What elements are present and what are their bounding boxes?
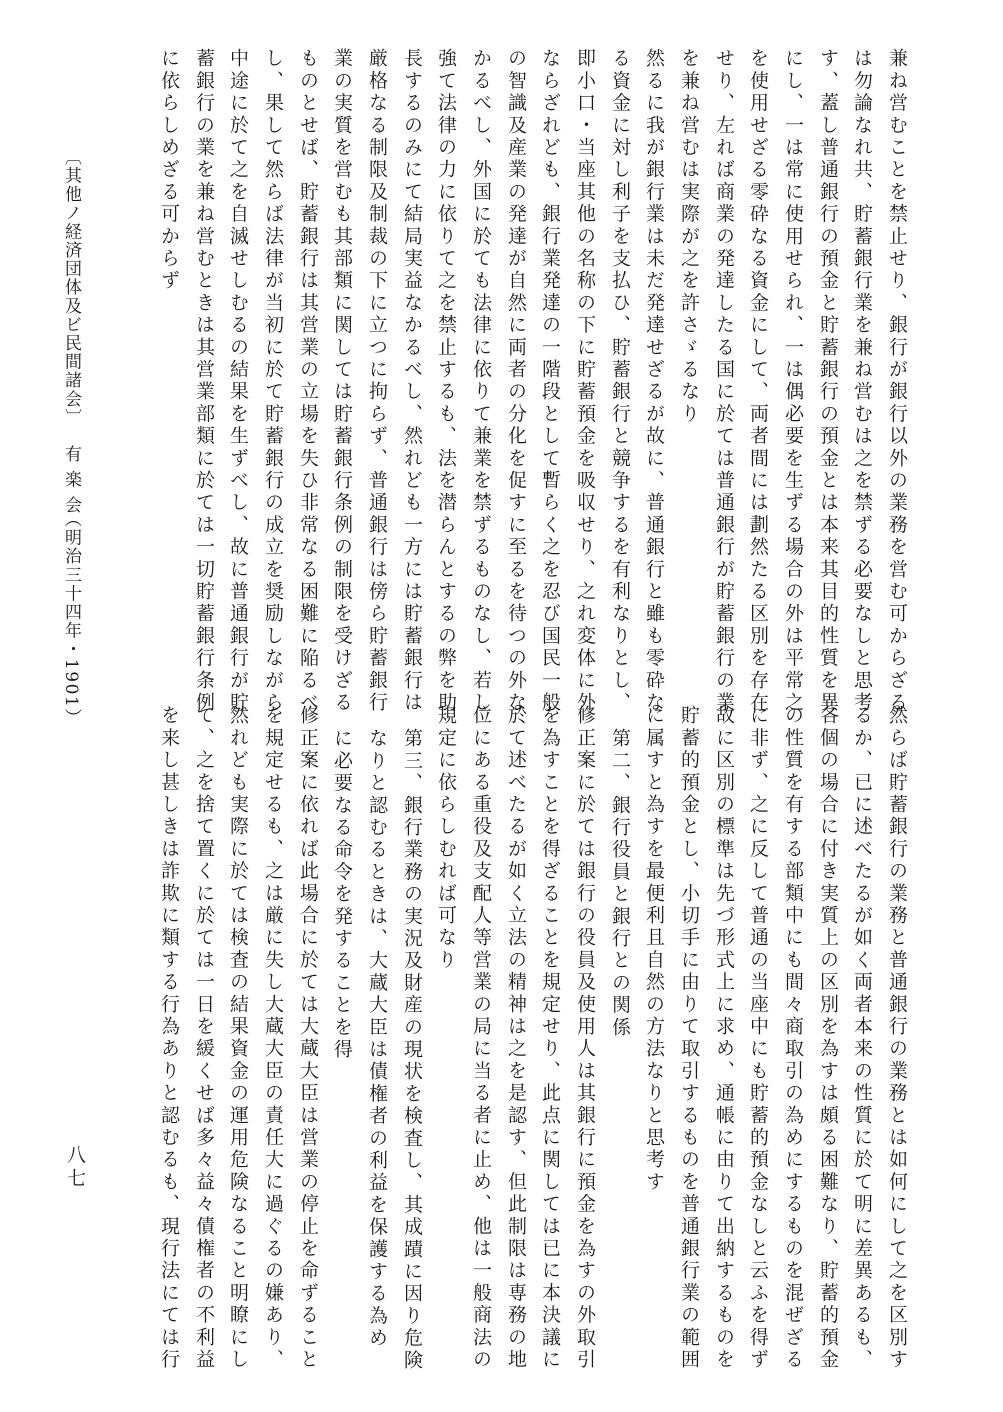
lower-line-10: 修正案に於ては銀行の役員及使用人は其銀行に預金を為すの外取引 bbox=[574, 705, 596, 1371]
lower-line-19: を規定せるも、之は厳に失し大蔵大臣の責任大に過ぐるの嫌あり、 bbox=[262, 705, 284, 1371]
upper-line-9: る資金に対し利子を支払ひ、貯蓄銀行と競争するを有利なりとし、 bbox=[609, 48, 631, 714]
lower-line-5: に非ず、之に反して普通の当座中にも貯蓄的預金なしと云ふを得ず bbox=[747, 705, 769, 1371]
lower-line-2: るか、已に述べたるが如く両者本来の性質に於て明に差異あるも、 bbox=[851, 705, 873, 1371]
upper-line-18: ものとせば、貯蓄銀行は其営業の立場を失ひ非常なる困難に陥るべ bbox=[297, 48, 319, 714]
upper-line-7: を兼ね営むは実際が之を許さゞるなり bbox=[678, 48, 700, 426]
lower-line-8: に属すと為すを最便利且自然の方法なりと思考す bbox=[643, 705, 665, 1194]
upper-line-21: 蓄銀行の業を兼ね営むときは其営業部類に於ては一切貯蓄銀行条例 bbox=[193, 48, 215, 714]
upper-line-20: 中途に於て之を自滅せしむるの結果を生ずべし、故に普通銀行が貯 bbox=[227, 48, 249, 714]
upper-line-3: す、蓋し普通銀行の預金と貯蓄銀行の預金とは本来其目的性質を異 bbox=[817, 48, 839, 714]
lower-line-6: 故に区別の標準は先づ形式上に求め、通帳に由りて出納するものを bbox=[713, 705, 735, 1371]
lower-line-4: の性質を有する部類中にも間々商取引の為めにするものを混ぜざる bbox=[782, 705, 804, 1371]
upper-line-17: 業の実質を営むも其部類に関しては貯蓄銀行条例の制限を受けざる bbox=[331, 48, 353, 714]
upper-line-6: せり、左れば商業の発達したる国に於ては普通銀行が貯蓄銀行の業 bbox=[713, 48, 735, 714]
upper-line-14: 強て法律の力に依りて之を禁止するも、法を潜らんとするの弊を助 bbox=[435, 48, 457, 714]
lower-line-22: を来し甚しきは詐欺に類する行為ありと認むるも、現行法にては行 bbox=[158, 705, 180, 1371]
lower-line-14: 規定に依らしむれば可なり bbox=[435, 705, 457, 972]
upper-line-11: ならざれども、銀行業発達の一階段として暫らく之を忍び国民一般 bbox=[539, 48, 561, 714]
lower-line-11: を為すことを得ざることを規定せり、此点に関しては已に本決議に bbox=[539, 705, 561, 1371]
lower-line-1: 然らば貯蓄銀行の業務と普通銀行の業務とは如何にして之を区別す bbox=[886, 705, 908, 1371]
upper-line-1: 兼ね営むことを禁止せり、銀行が銀行以外の業務を営む可からざる bbox=[886, 48, 908, 714]
upper-line-22: に依らしめざる可からず bbox=[158, 48, 180, 293]
lower-line-21: て、之を捨て置くに於ては一日を緩くせば多々益々債権者の不利益 bbox=[193, 705, 215, 1371]
upper-line-19: し、果して然らば法律が当初に於て貯蓄銀行の成立を奨励しながら bbox=[262, 48, 284, 714]
lower-line-7: 貯蓄的預金とし、小切手に由りて取引するものを普通銀行業の範囲 bbox=[678, 705, 700, 1371]
page-number: 八七 bbox=[64, 1145, 86, 1191]
lower-line-15-heading: 第三、銀行業務の実況及財産の現状を検査し、其成蹟に因り危険 bbox=[401, 728, 423, 1372]
section-society: 有 楽 会 bbox=[61, 445, 81, 515]
upper-line-12: の智識及産業の発達が自然に両者の分化を促すに至るを待つの外な bbox=[505, 48, 527, 714]
lower-line-18: 修正案に依れば此場合に於ては大蔵大臣は営業の停止を命ずること bbox=[297, 705, 319, 1371]
lower-line-13: 位にある重役及支配人等営業の局に当る者に止め、他は一般商法の bbox=[470, 705, 492, 1372]
upper-line-16: 厳格なる制限及制裁の下に立つに拘らず、普通銀行は傍ら貯蓄銀行 bbox=[366, 48, 388, 714]
section-date: （明治三十四年・1901） bbox=[61, 510, 81, 728]
upper-line-4: にし、一は常に使用せられ、一は偶必要を生ずる場合の外は平常之 bbox=[782, 48, 804, 714]
lower-line-12: 於て述べたるが如く立法の精神は之を是認す、但此制限は専務の地 bbox=[505, 705, 527, 1371]
lower-line-20: 然れども実際に於ては検査の結果資金の運用危険なること明瞭にし bbox=[227, 705, 249, 1371]
upper-line-2: は勿論なれ共、貯蓄銀行業を兼ね営むは之を禁ずる必要なしと思考 bbox=[851, 48, 873, 714]
lower-line-17: に必要なる命令を発することを得 bbox=[331, 728, 353, 1061]
upper-line-5: を使用せざる零砕なる資金にして、両者間には劃然たる区別を存在 bbox=[747, 48, 769, 714]
lower-line-3: 各個の場合に付き実質上の区別を為すは頗る困難なり、貯蓄的預金 bbox=[817, 705, 839, 1371]
section-organization: 〔其他ノ経済団体及ビ民間諸会〕 bbox=[61, 148, 81, 427]
lower-line-9-heading: 第二、銀行役員と銀行との関係 bbox=[609, 728, 631, 1039]
upper-line-10: 即小口・当座其他の名称の下に貯蓄預金を吸収せり、之れ変体に外 bbox=[574, 48, 596, 714]
upper-line-13: かるべし、外国に於ても法律に依りて兼業を禁ずるものなし、若し bbox=[470, 48, 492, 714]
upper-line-8: 然るに我が銀行業は未だ発達せざるが故に、普通銀行と雖も零砕な bbox=[643, 48, 665, 714]
lower-line-16: なりと認むるときは、大蔵大臣は債権者の利益を保護する為め bbox=[366, 728, 388, 1350]
upper-line-15: 長するのみにて結局実益なかるべし、然れども一方には貯蓄銀行は bbox=[401, 48, 423, 714]
